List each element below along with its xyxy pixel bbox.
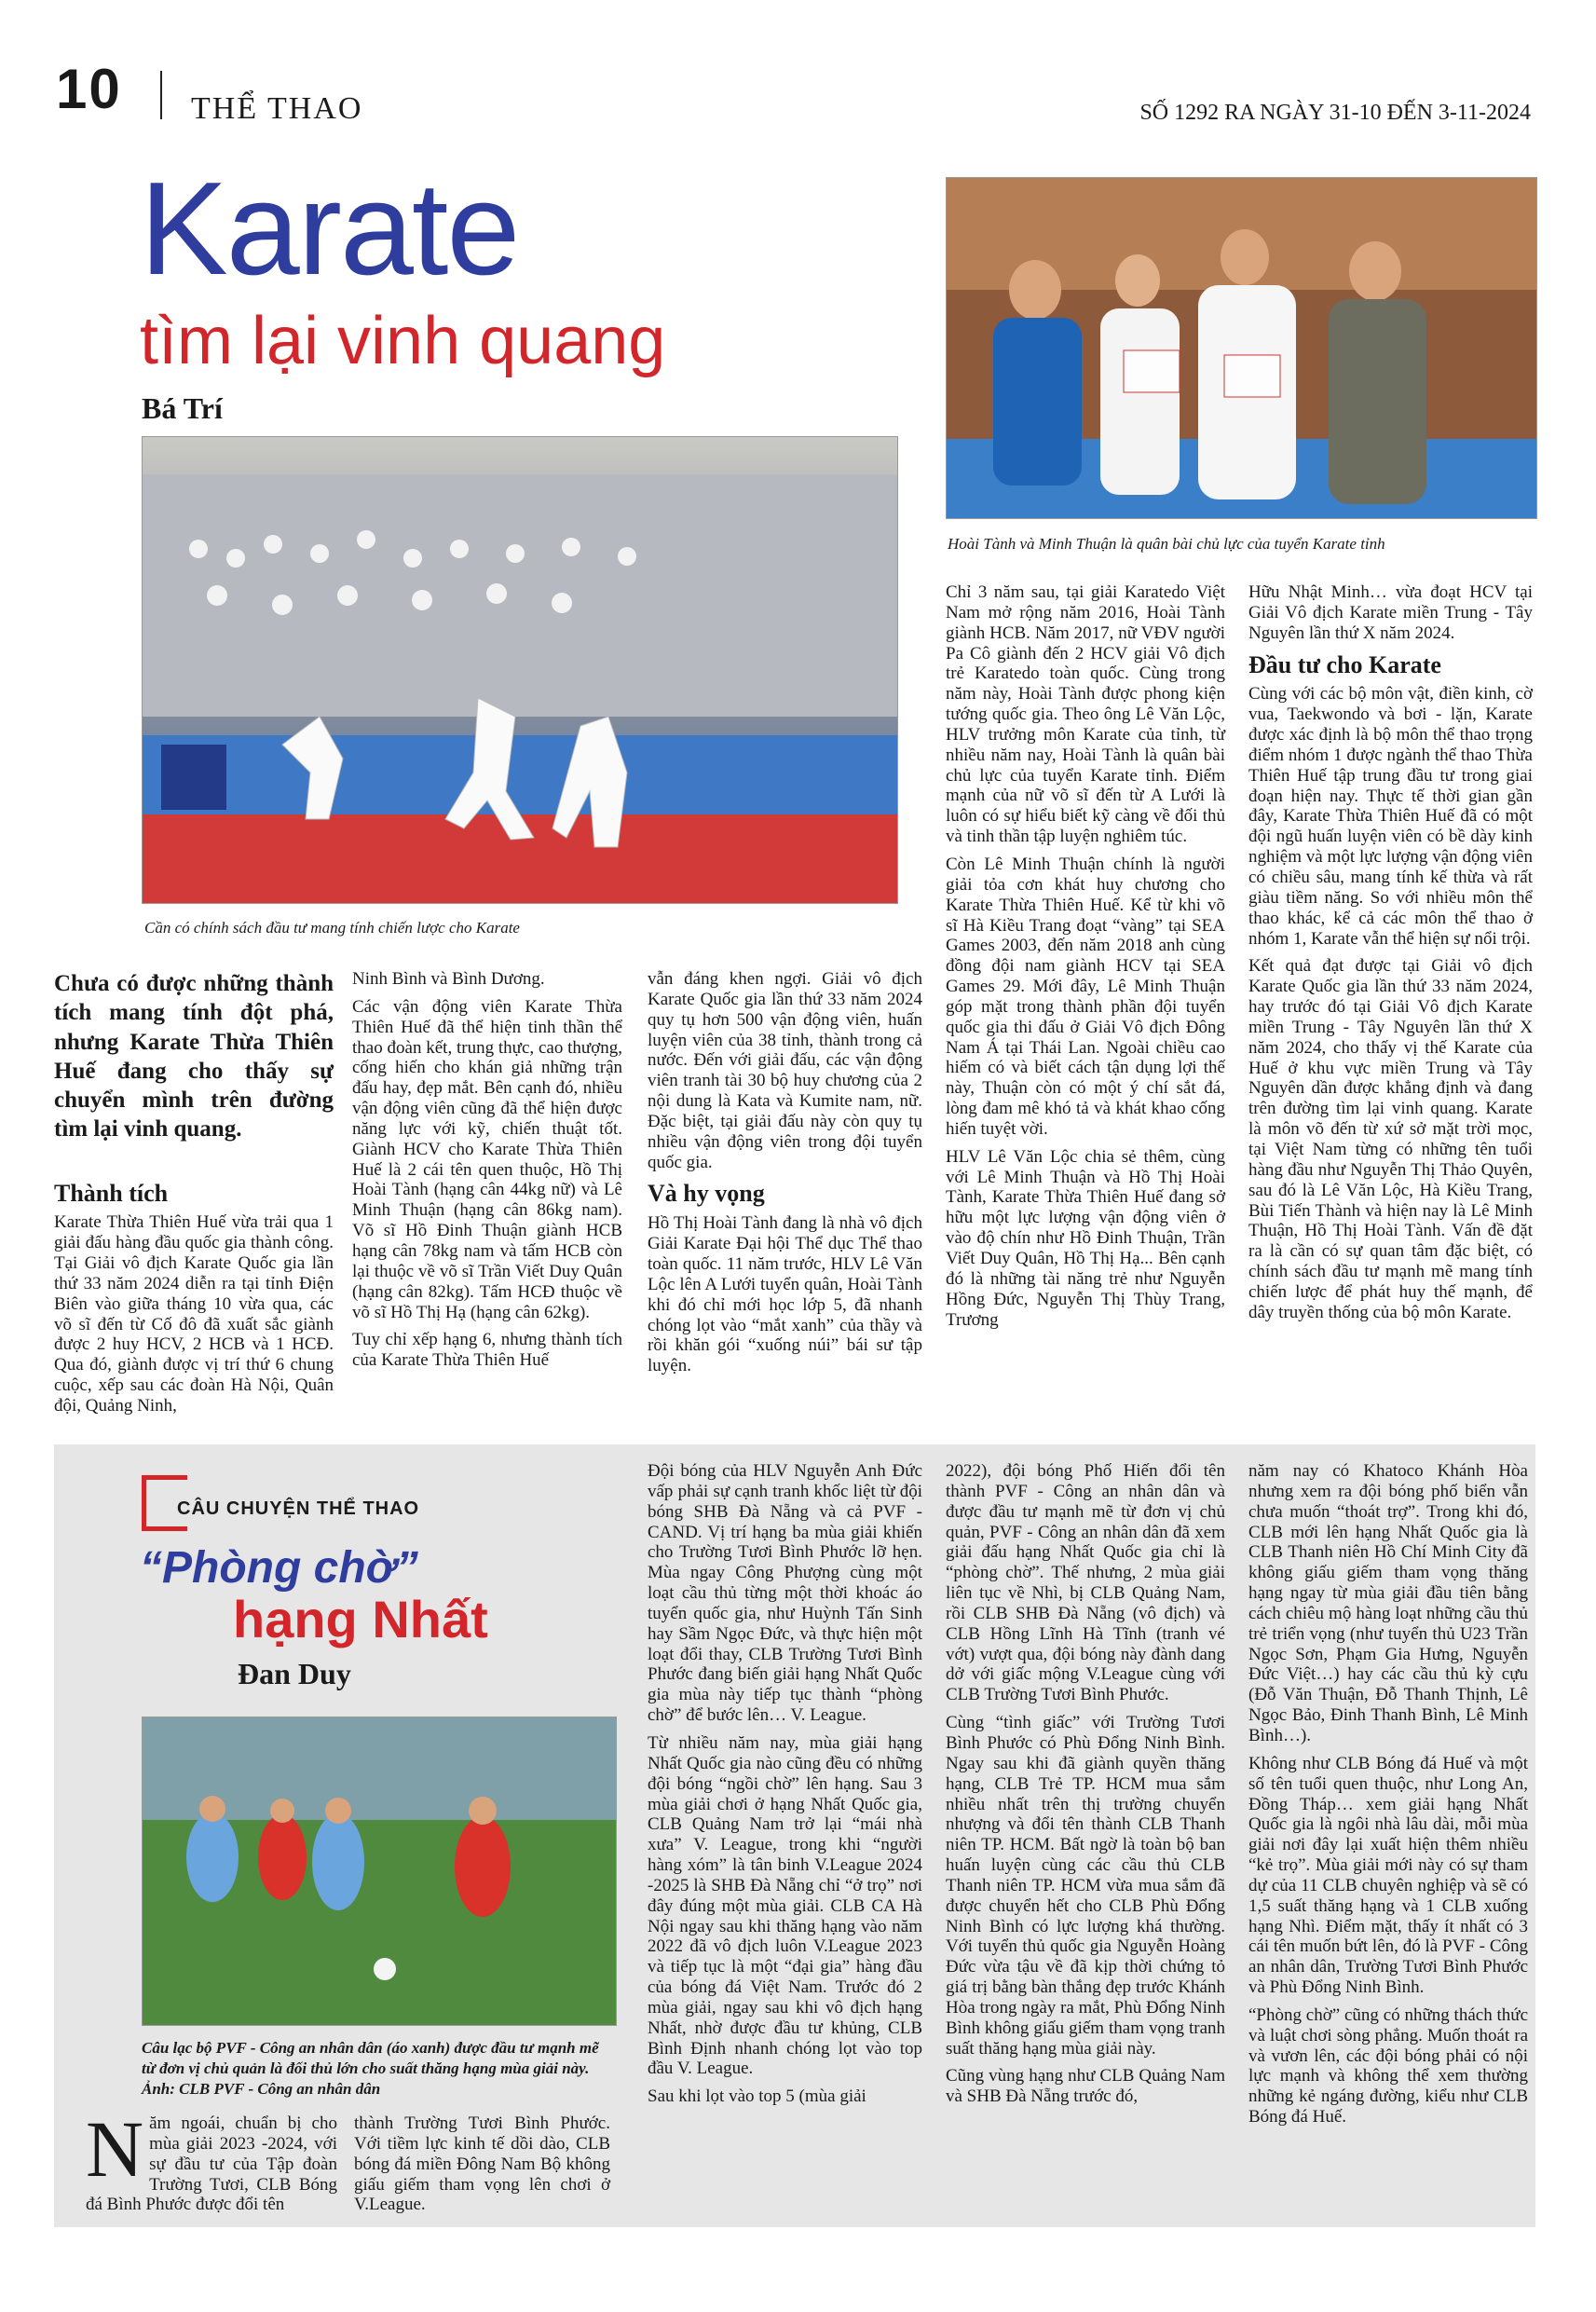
paragraph: Cùng “tình giấc” với Trường Tươi Bình Phước có Phù Đổng Ninh Bình. Ngay sau khi đã giành quyền thăng hạng, CLB Trẻ TP. HCM mua sắm nhiều nhất trên thị trường chuyển nhượng và đổi tên thành CLB Thanh niên TP. HCM. Bất ngờ là toàn bộ ban huấn luyện cùng các cầu thủ CLB Thanh niên TP. HCM vừa mua sắm đã được chuyển hết cho CLB Phù Đổng Ninh Bình có lực lượng khá thường. Với tuyển thủ quốc gia Nguyễn Hoàng Đức vừa tậu về đã kịp thời chứng tỏ giá trị bằng bàn thắng đẹp trước Khánh Hòa trong ngày ra mắt, Phù Đổng Ninh Bình không giấu giếm tham vọng tranh suất thăng hạng mùa giải này. bbox=[946, 1713, 1225, 2059]
karate-match-image bbox=[143, 437, 897, 903]
paragraph: Đội bóng của HLV Nguyễn Anh Đức vấp phải sự cạnh tranh khốc liệt từ đội bóng SHB Đà Nẵng và cả PVF - CAND. Vị trí hạng ba mùa giải khiến cho Trường Tươi Bình Phước lỡ hẹn. Mùa ngay Công Phượng cùng một loạt cầu thủ từng một thời khoác áo tuyển quốc gia, như Huỳnh Tấn Sinh hay Sầm Ngọc Đức, và thực hiện một loạt đổi thay, CLB Trường Tươi Bình Phước đang biến giải hạng Nhất Quốc gia mùa này tiếp tục thành “phòng chờ” để bước lên… V. League. bbox=[648, 1461, 922, 1726]
photo2-caption: Hoài Tành và Minh Thuận là quân bài chủ lực của tuyển Karate tỉnh bbox=[948, 535, 1385, 553]
article1-column-2 bbox=[352, 969, 622, 1378]
paragraph: Cũng vùng hạng như CLB Quảng Nam và SHB Đà Nẵng trước đó, bbox=[946, 2066, 1225, 2107]
subhead-thanh-tich: Thành tích bbox=[54, 1179, 169, 1207]
photo1-caption: Cần có chính sách đầu tư mang tính chiến lược cho Karate bbox=[144, 919, 520, 937]
kicker: CÂU CHUYỆN THỂ THAO bbox=[177, 1498, 420, 1519]
football-caption: Câu lạc bộ PVF - Công an nhân dân (áo xanh) được đầu tư mạnh mẽ từ đơn vị chủ quản là đối thủ lớn cho suất thăng hạng mùa giải này. Ảnh: CLB PVF - Công an nhân dân bbox=[142, 2039, 599, 2099]
paragraph: vẫn đáng khen ngợi. Giải vô địch Karate Quốc gia lần thứ 33 năm 2024 quy tụ hơn 500 vận động viên, huấn luyện viên của 38 tỉnh, thành trong cả nước. Đến với giải đấu, các vận động viên tranh tài 30 bộ huy chương của 2 nội dung là Kata và Kumite nam, nữ. Đặc biệt, tại giải đấu này còn quy tụ nhiều vận động viên trong đội tuyển quốc gia. bbox=[648, 969, 922, 1172]
paragraph: Sau khi lọt vào top 5 (mùa giải bbox=[648, 2086, 866, 2107]
paragraph: 2022), đội bóng Phố Hiến đổi tên thành PVF - Công an nhân dân và được đầu tư mạnh mẽ từ đơn vị chủ quản, PVF - Công an nhân dân đã xem giải đấu hạng Nhất Quốc gia chỉ là “phòng chờ”. Thế nhưng, 2 mùa giải liên tục về Nhì, bị CLB Quảng Nam, rồi CLB SHB Đà Nẵng (vô địch) và CLB Hồng Lĩnh Hà Tĩnh (tranh vé vớt) vượt qua, đội bóng này đành dang dở với giấc mộng V.League cùng với CLB Trường Tươi Bình Phước. bbox=[946, 1461, 1225, 1705]
dropcap: N bbox=[86, 2104, 144, 2194]
karate-match-photo bbox=[142, 436, 898, 904]
article2-column-2 bbox=[354, 2114, 610, 2223]
article2-column-5 bbox=[1248, 1461, 1528, 2135]
paragraph: Ninh Bình và Bình Dương. bbox=[352, 969, 545, 989]
article1-sapo: Chưa có được những thành tích mang tính đột phá, nhưng Karate Thừa Thiên Huế đang cho thấy sự chuyển mình trên đường tìm lại vinh quang. bbox=[54, 971, 334, 1142]
article1-column-5 bbox=[1248, 582, 1533, 1331]
article2-column-1 bbox=[86, 2104, 337, 2223]
article1-column-1 bbox=[54, 969, 334, 1424]
paragraph: Hồ Thị Hoài Tành đang là nhà vô địch Giải Karate Đại hội Thể dục Thể thao toàn quốc. 11 năm trước, HLV Lê Văn Lộc lên A Lưới tuyển quân, Hoài Tành khi đó chỉ mới học lớp 5, đã nhanh chóng lọt vào “mắt xanh” của thầy và rồi khăn gói “xuống núi” bái sư tập luyện. bbox=[648, 1213, 922, 1376]
section-name: THỂ THAO bbox=[191, 91, 363, 126]
paragraph: Cùng với các bộ môn vật, điền kinh, cờ vua, Taekwondo và bơi - lặn, Karate được xác định là bộ môn thể thao trọng điểm nhóm 1 được ngành thể thao Thừa Thiên Huế tập trung đầu tư trong giai đoạn hiện nay. Thực tế thời gian gần đây, Karate Thừa Thiên Huế đã có một đội ngũ huấn luyện viên có bề dày kinh nghiệm và một lực lượng vận động viên có chiều sâu, mang tính kế thừa và rất giàu tiềm năng. So với nhiều môn thể thao khác, kể cả các môn thể thao ở nhóm 1, Karate vẫn thể hiện sự nổi trội. bbox=[1248, 684, 1533, 949]
paragraph: Còn Lê Minh Thuận chính là người giải tỏa cơn khát huy chương cho Karate Thừa Thiên Huế. Kể từ khi võ sĩ Hà Kiều Trang đoạt “vàng” tại SEA Games 2003, đến năm 2018 anh cùng đồng đội nam giành HCV tại SEA Games 29. Mới đây, Lê Minh Thuận góp mặt trong thành phần đội tuyển quốc gia thi đấu ở Giải Vô địch Đông Nam Á tại Thái Lan. Ngoài chiều cao hiếm có và biết cách tận dụng lợi thế này, Thuận còn có một ý chí sắt đá, lòng đam mê khó tả và khát khao cống hiến tuyệt vời. bbox=[946, 854, 1225, 1139]
subhead-dau-tu: Đầu tư cho Karate bbox=[1248, 650, 1441, 678]
paragraph: năm nay có Khatoco Khánh Hòa nhưng xem ra đội bóng phố biển vẫn chưa muốn “thoát trợ”. Trong khi đó, CLB mới lên hạng Nhất Quốc gia là CLB Thanh niên Hồ Chí Minh City đã không giấu giếm tham vọng thăng hạng ngay từ mùa giải đầu tiên bằng cách chiêu mộ hàng loạt những cầu thủ trẻ triển vọng (như tuyển thủ U23 Trần Ngọc Sơn, Phạm Gia Hưng, Nguyễn Đức Việt…) hay các cầu thủ kỳ cựu (Đỗ Văn Thuận, Đỗ Thanh Thịnh, Lê Ngọc Bảo, Đinh Thanh Bình, Lê Minh Bình…). bbox=[1248, 1461, 1528, 1745]
article2-byline: Đan Duy bbox=[238, 1657, 351, 1690]
paragraph: Tuy chỉ xếp hạng 6, nhưng thành tích của Karate Thừa Thiên Huế bbox=[352, 1330, 622, 1371]
paragraph: Chỉ 3 năm sau, tại giải Karatedo Việt Nam mở rộng năm 2016, Hoài Tành giành HCB. Năm 2017, nữ VĐV người Pa Cô giành đến 2 HCV giải Vô địch trẻ Karatedo toàn quốc. Cùng trong năm này, Hoài Tành được phong kiện tướng quốc gia. Theo ông Lê Văn Lộc, HLV trưởng môn Karate của tỉnh, từ nhiều năm nay, Hoài Tành là quân bài chủ lực của tuyển Karate tỉnh. Điểm mạnh của nữ võ sĩ đến từ A Lưới là luôn có sự hiểu biết kỹ càng về đối thủ và tinh thần tập luyện nghiêm túc. bbox=[946, 582, 1225, 847]
paragraph: thành Trường Tươi Bình Phước. Với tiềm lực kinh tế dồi dào, CLB bóng đá miền Đông Nam Bộ không giấu giếm tham vọng lên chơi ở V.League. bbox=[354, 2114, 610, 2215]
paragraph: ăm ngoái, chuẩn bị cho mùa giải 2023 -2024, với sự đầu tư của Tập đoàn Trường Tươi, CLB Bóng đá Bình Phước được đổi tên bbox=[86, 2114, 337, 2215]
article1-column-4 bbox=[946, 582, 1225, 1337]
article2-title-2: hạng Nhất bbox=[233, 1590, 488, 1648]
headline-main: Karate bbox=[140, 155, 519, 303]
football-photo bbox=[142, 1717, 617, 2026]
byline: Bá Trí bbox=[142, 391, 223, 425]
paragraph: Karate Thừa Thiên Huế vừa trải qua 1 giải đấu hàng đầu quốc gia thành công. Tại Giải vô địch Karate Quốc gia lần thứ 33 năm 2024 diễn ra tại tỉnh Điện Biên vào giữa tháng 10 vừa qua, các võ sĩ đến từ Cố đô đã xuất sắc giành được 2 huy HCV, 2 HCB và 1 HCĐ. Qua đó, giành được vị trí thứ 6 chung cuộc, xếp sau các đoàn Hà Nội, Quân đội, Quảng Ninh, bbox=[54, 1212, 334, 1416]
subhead-va-hy-vong: Và hy vọng bbox=[648, 1180, 765, 1208]
football-image bbox=[143, 1717, 616, 2025]
paragraph: Kết quả đạt được tại Giải vô địch Karate Quốc gia lần thứ 33 năm 2024, hay trước đó tại Giải Vô địch Karate miền Trung - Tây Nguyên lần thứ X năm 2024, cho thấy vị thế Karate của Huế ở khu vực miền Trung và Tây Nguyên dần được khẳng định và đang trên đường tìm lại vinh quang. Karate là môn võ đến từ xứ sở mặt trời mọc, tại Việt Nam từng có những tên tuổi hàng đầu như Nguyễn Thị Thảo Quyên, sau đó là Lê Văn Lộc, Hà Kiều Trang, Bùi Tiến Thành và hiện nay là Lê Minh Thuận, Hồ Thị Hoài Tành. Vấn đề đặt ra là cần có sự quan tâm đặc biệt, có chính sách đầu tư mạnh mẽ mang tính chiến lược để phát huy thế mạnh, để dây truyền thống của bộ môn Karate. bbox=[1248, 956, 1533, 1322]
issue-info: SỐ 1292 RA NGÀY 31-10 ĐẾN 3-11-2024 bbox=[1139, 101, 1531, 125]
article2-title-1: “Phòng chờ” bbox=[140, 1543, 418, 1593]
paragraph: HLV Lê Văn Lộc chia sẻ thêm, cùng với Lê Minh Thuận và Hồ Thị Hoài Tành, Karate Thừa Thiên Huế đang sở hữu một lực lượng vận động viên ở vào độ chín như Hồ Đinh Thuận, Trần Viết Duy Quân, Hồ Thị Hạ... Bên cạnh đó là những tài năng trẻ như Nguyễn Hồng Đức, Nguyễn Thị Thùy Trang, Trương bbox=[946, 1146, 1225, 1330]
paragraph: Các vận động viên Karate Thừa Thiên Huế đã thể hiện tinh thần thể thao đoàn kết, trung thực, cao thượng, cống hiến cho khán giả những trận đấu hay, đẹp mắt. Bên cạnh đó, nhiều vận động viên cũng đã thể hiện được năng lực với kỹ, chiến thuật tốt. Giành HCV cho Karate Thừa Thiên Huế là 2 cái tên quen thuộc, Hồ Thị Hoài Tành (hạng cân 44kg nữ) và Lê Minh Thuận (hạng cân 86kg nam). Võ sĩ Hồ Đinh Thuận giành HCB hạng cân 78kg nam và tấm HCB còn lại thuộc về võ sĩ Trần Viết Duy Quân (hạng cân 82kg). Tấm HCĐ thuộc về võ sĩ Hồ Thị Hạ (hạng cân 62kg). bbox=[352, 996, 622, 1322]
article2-column-3 bbox=[648, 1461, 922, 2114]
article2-column-4 bbox=[946, 1461, 1225, 2114]
page-number: 10 bbox=[56, 58, 122, 120]
athletes-photo bbox=[946, 177, 1537, 519]
headline-sub: tìm lại vinh quang bbox=[140, 304, 666, 378]
article1-column-3 bbox=[648, 969, 922, 1384]
paragraph: Hữu Nhật Minh… vừa đoạt HCV tại Giải Vô địch Karate miền Trung - Tây Nguyên lần thứ X năm 2024. bbox=[1248, 582, 1533, 643]
paragraph: Không như CLB Bóng đá Huế và một số tên tuổi quen thuộc, như Long An, Đồng Tháp… xem giải hạng Nhất Quốc gia là ngôi nhà lâu dài, mỗi mùa giải nơi đây lại xuất hiện thêm nhiều “kẻ trọ”. Mùa giải mới này có sự tham dự của 11 CLB chuyên nghiệp và sẽ có 1,5 suất thăng hạng và 1 CLB xuống hạng Nhì. Điểm mặt, thấy ít nhất có 3 cái tên muốn bứt lên, đó là PVF - Công an nhân dân, Trường Tươi Bình Phước và Phù Đổng Ninh Bình. bbox=[1248, 1753, 1528, 1998]
athletes-image bbox=[947, 178, 1536, 518]
paragraph: “Phòng chờ” cũng có những thách thức và luật chơi sòng phẳng. Muốn thoát ra và vươn lên, các đội bóng phải có nội lực mạnh và không thể xem thường những kẻ ngáng đường, kiểu như CLB Bóng đá Huế. bbox=[1248, 2004, 1528, 2127]
paragraph: Từ nhiều năm nay, mùa giải hạng Nhất Quốc gia nào cũng đều có những đội bóng “ngồi chờ” lên hạng. Sau 3 mùa giải chơi ở hạng Nhất Quốc gia, CLB Quảng Nam trở lại “mái nhà xưa” V. League, trong khi “người hàng xóm” là tân binh V.League 2024 -2025 là SHB Đà Nẵng chỉ “ở trọ” nơi đây đúng một mùa giải. CLB CA Hà Nội ngay sau khi thăng hạng vào năm 2022 đã vô địch luôn V.League 2023 và tiếp tục là một “đại gia” hàng đầu của bóng đá Việt Nam. Trước đó 2 mùa giải, ngay sau khi vô địch hạng Nhất, nhờ được đầu tư khủng, CLB Bình Định nhanh chóng lọt vào top đầu V. League. bbox=[648, 1732, 922, 2079]
header-divider bbox=[160, 71, 162, 119]
